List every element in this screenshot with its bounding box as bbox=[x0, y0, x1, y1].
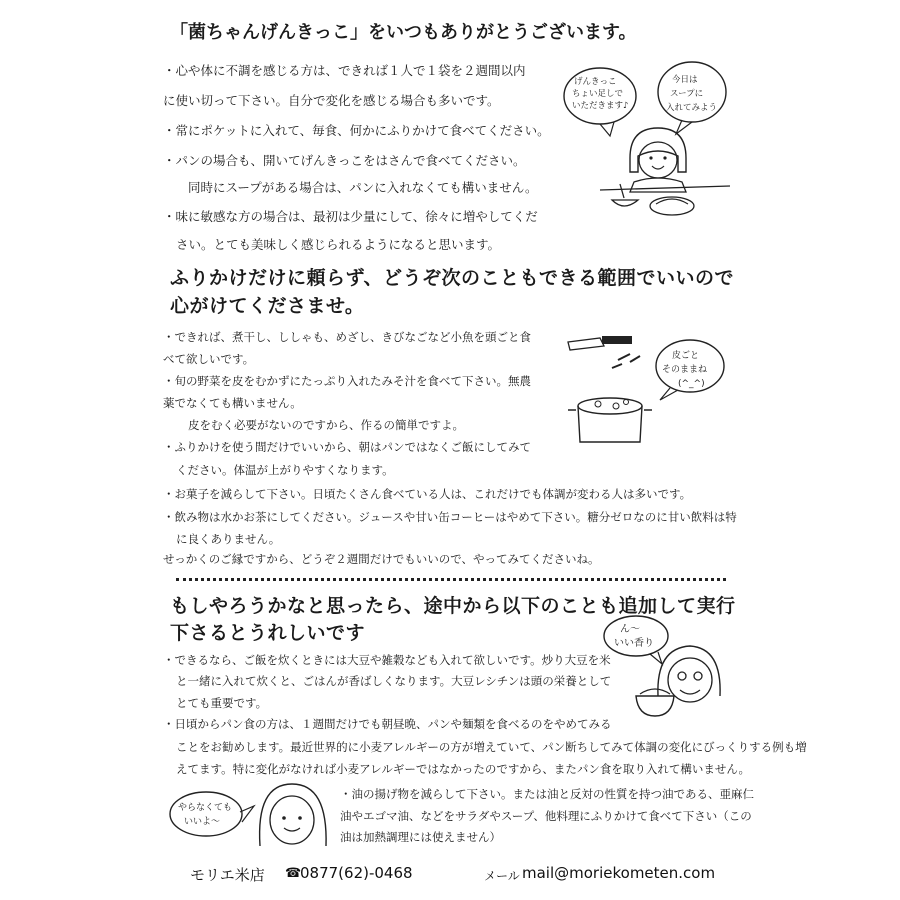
section3-line: ・日頃からパン食の方は、１週間だけでも朝昼晩、パンや麺類を食べるのをやめてみる bbox=[163, 717, 612, 731]
section3-line: ことをお勧めします。最近世界的に小麦アレルギーの方が増えていて、パン断ちしてみて体調の変化にびっくりする例も増 bbox=[176, 740, 807, 754]
section2-line: ・ふりかけを使う間だけでいいから、朝はパンではなくご飯にしてみて bbox=[163, 440, 531, 454]
phone-icon: ☎ bbox=[285, 866, 302, 881]
bubble-text: 今日は bbox=[672, 75, 698, 85]
section2-line: せっかくのご縁ですから、どうぞ２週間だけでもいいので、やってみてくださいね。 bbox=[163, 552, 600, 566]
section3-line: 油やエゴマ油、などをサラダやスープ、他料理にふりかけて食べて下さい（この bbox=[340, 809, 752, 823]
section3-line: ・油の揚げ物を減らして下さい。または油と反対の性質を持つ油である、亜麻仁 bbox=[340, 787, 754, 801]
section2-line: べて欲しいです。 bbox=[163, 352, 255, 366]
section1-line: さい。とても美味しく感じられるようになると思います。 bbox=[176, 237, 501, 252]
bubble-text: ちょい足しで bbox=[572, 89, 624, 99]
section1-line: 同時にスープがある場合は、パンに入れなくても構いません。 bbox=[188, 180, 538, 195]
woman-rice-bowl-illustration bbox=[600, 612, 730, 722]
section2-line: ・お菓子を減らして下さい。日頃たくさん食べている人は、これだけでも体調が変わる人は多いです。 bbox=[163, 487, 692, 501]
section1-line: ・常にポケットに入れて、毎食、何かにふりかけて食べてください。 bbox=[163, 123, 550, 138]
section3-heading: 下さるとうれしいです bbox=[170, 622, 366, 644]
bubble-text: ん〜 bbox=[620, 624, 640, 635]
girl-eating-illustration bbox=[560, 60, 740, 230]
girl-relaxed-illustration bbox=[168, 776, 338, 856]
phone-number: 0877(62)-0468 bbox=[300, 864, 413, 882]
mail-label: メール bbox=[484, 869, 520, 883]
email-address[interactable]: mail@moriekometen.com bbox=[522, 864, 716, 882]
section1-line: に使い切って下さい。自分で変化を感じる場合も多いです。 bbox=[163, 93, 500, 108]
section2-heading: 心がけてくださませ。 bbox=[170, 295, 365, 317]
bubble-text: そのままね bbox=[662, 365, 708, 375]
section2-line: ・できれば、煮干し、ししゃも、めざし、きびなごなど小魚を頭ごと食 bbox=[163, 330, 531, 344]
section2-line: ・旬の野菜を皮をむかずにたっぷり入れたみそ汁を食べて下さい。無農 bbox=[163, 374, 531, 388]
dotted-divider bbox=[176, 572, 726, 581]
section3-heading: もしやろうかなと思ったら、途中から以下のことも追加して実行 bbox=[170, 595, 736, 617]
section1-line: ・パンの場合も、開いてげんきっこをはさんで食べてください。 bbox=[163, 153, 526, 168]
section1-line: ・味に敏感な方の場合は、最初は少量にして、徐々に増やしてくだ bbox=[163, 209, 538, 224]
bubble-text: (^_^) bbox=[678, 379, 705, 389]
section2-heading: ふりかけだけに頼らず、どうぞ次のこともできる範囲でいいので bbox=[170, 267, 734, 289]
section2-line: 薬でなくても構いません。 bbox=[163, 396, 302, 410]
bubble-text: いただきます♪ bbox=[572, 101, 629, 111]
bubble-text: やらなくても bbox=[178, 803, 233, 813]
section2-line: ください。体温が上がりやすくなります。 bbox=[176, 463, 394, 477]
section3-line: ・できるなら、ご飯を炊くときには大豆や雑穀なども入れて欲しいです。炒り大豆を米 bbox=[163, 653, 611, 667]
section3-line: とても重要です。 bbox=[176, 696, 268, 710]
section3-line: えてます。特に変化がなければ小麦アレルギーではなかったのですから、またパン食を取り入れて構いません。 bbox=[176, 762, 751, 776]
shop-name: モリエ米店 bbox=[190, 866, 265, 884]
pot-vegetables-illustration bbox=[560, 320, 750, 450]
section3-line: と一緒に入れて炊くと、ごはんが香ばしくなります。大豆レシチンは頭の栄養として bbox=[176, 674, 612, 688]
section2-line: ・飲み物は水かお茶にしてください。ジュースや甘い缶コーヒーはやめて下さい。糖分ゼロなのに甘い飲料は特 bbox=[163, 510, 737, 524]
bubble-text: いい香り bbox=[614, 638, 654, 649]
bubble-text: いいよ〜 bbox=[184, 817, 221, 827]
section1-line: ・心や体に不調を感じる方は、できれば１人で１袋を２週間以内 bbox=[163, 63, 526, 78]
section3-line: 油は加熱調理には使えません） bbox=[340, 830, 501, 844]
bubble-text: スープに bbox=[670, 89, 704, 99]
section2-line: 皮をむく必要がないのですから、作るの簡単ですよ。 bbox=[188, 418, 464, 432]
bubble-text: 皮ごと bbox=[672, 351, 700, 361]
page-title: 「菌ちゃんげんきっこ」をいつもありがとうございます。 bbox=[170, 22, 637, 43]
bubble-text: 入れてみよう bbox=[666, 103, 718, 113]
bubble-text: げんきっこ bbox=[574, 77, 617, 87]
section2-line: に良くありません。 bbox=[176, 532, 281, 546]
